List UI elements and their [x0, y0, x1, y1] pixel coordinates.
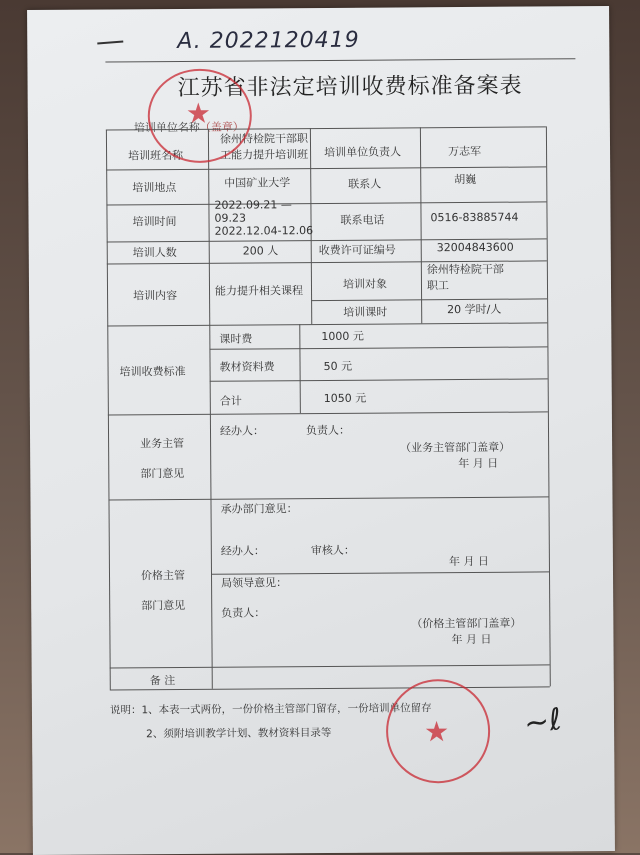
license-value: 32004843600	[436, 240, 514, 255]
fee-total-value: 1050 元	[323, 391, 367, 405]
hours-value: 20 学时/人	[447, 302, 502, 317]
table-line	[110, 664, 550, 668]
price-reviewer-field: 审核人：	[310, 543, 355, 558]
price-date-1: 年 月 日	[448, 554, 489, 569]
time-value-line2: 09.23	[214, 211, 247, 225]
handwritten-signature: ~ℓ	[521, 701, 564, 743]
price-leader-field: 局领导意见：	[221, 576, 288, 590]
price-handler-field: 经办人：	[220, 544, 265, 558]
target-value: 徐州特检院干部	[426, 262, 504, 277]
handwritten-number: A. 2022120419	[177, 27, 360, 54]
price-dept-label-line2: 部门意见	[141, 598, 186, 613]
content-value: 能力提升相关课程	[214, 284, 304, 298]
seal-star-icon: ★	[185, 96, 212, 130]
class-name-value-line2: 工能力提升培训班	[220, 148, 309, 162]
fee-material-value: 50 元	[323, 359, 353, 373]
target-label: 培训对象	[342, 277, 388, 291]
table-right-border	[546, 126, 551, 686]
hours-label: 培训课时	[343, 305, 388, 319]
form-paper	[27, 6, 615, 855]
fee-hour-label: 课时费	[219, 332, 253, 346]
table-line	[108, 496, 548, 500]
biz-handler-field: 经办人：	[219, 424, 265, 438]
table-line	[108, 411, 548, 415]
time-label: 培训时间	[132, 215, 177, 229]
head-value: 万志军	[448, 144, 482, 159]
handwritten-dash	[97, 40, 123, 44]
license-label: 收费许可证编号	[318, 243, 396, 258]
count-label: 培训人数	[132, 246, 177, 260]
biz-dept-label: 业务主管	[140, 436, 185, 451]
biz-principal-field: 负责人：	[305, 423, 351, 438]
fee-hour-value: 1000 元	[321, 329, 364, 343]
contact-label: 联系人	[348, 177, 382, 191]
note-line-1: 说明：1、本表一式两份，一份价格主管部门留存，一份培训单位留存	[109, 702, 432, 717]
fee-total-label: 合计	[219, 394, 242, 408]
price-dept-label: 价格主管	[140, 568, 186, 583]
table-left-border	[106, 129, 111, 689]
table-line	[210, 378, 548, 381]
class-name-value: 徐州特检院干部职	[219, 132, 309, 146]
biz-date: 年 月 日	[458, 456, 499, 471]
class-name-label: 培训班名称	[128, 148, 184, 163]
title-rule	[105, 58, 575, 62]
contact-value: 胡巍	[454, 172, 477, 187]
price-dept-opinion-field: 承办部门意见：	[220, 502, 298, 516]
price-seal-note: （价格主管部门盖章）	[411, 616, 522, 631]
fee-material-label: 教材资料费	[219, 360, 275, 374]
table-line	[106, 201, 546, 205]
count-value: 200 人	[242, 244, 279, 258]
phone-label: 联系电话	[340, 213, 385, 227]
table-col-line	[208, 129, 213, 689]
org-seal-note: （盖章）	[199, 120, 244, 134]
table-line	[311, 298, 547, 301]
table-line	[211, 571, 549, 574]
org-seal-top	[147, 68, 252, 163]
org-seal-bottom	[386, 679, 491, 784]
form-title: 江苏省非法定培训收费标准备案表	[177, 73, 523, 101]
location-value: 中国矿业大学	[224, 176, 291, 190]
table-line	[106, 166, 546, 170]
time-value-line3: 2022.12.04-12.06	[214, 224, 314, 238]
biz-dept-label-line2: 部门意见	[140, 466, 185, 481]
org-name-label-text: 培训单位名称	[133, 120, 200, 135]
time-value: 2022.09.21 —	[214, 198, 292, 212]
table-col-line	[420, 127, 422, 323]
table-line	[107, 322, 547, 326]
table-bottom-border	[110, 686, 550, 690]
target-value-line2: 职工	[426, 279, 450, 293]
remark-label: 备 注	[149, 674, 176, 688]
head-label: 培训单位负责人	[324, 145, 402, 159]
seal-star-icon: ★	[423, 715, 450, 749]
note-line-2: 2、须附培训教学计划、教材资料目录等	[146, 726, 332, 741]
phone-value: 0516-83885744	[430, 210, 519, 225]
table-line	[209, 346, 547, 349]
location-label: 培训地点	[132, 181, 177, 195]
table-col-line	[299, 324, 301, 413]
fee-label: 培训收费标准	[119, 364, 186, 379]
price-principal-field: 负责人：	[221, 606, 266, 620]
price-date-2: 年 月 日	[451, 632, 492, 647]
content-label: 培训内容	[133, 289, 178, 303]
biz-seal-note: （业务主管部门盖章）	[400, 440, 511, 455]
